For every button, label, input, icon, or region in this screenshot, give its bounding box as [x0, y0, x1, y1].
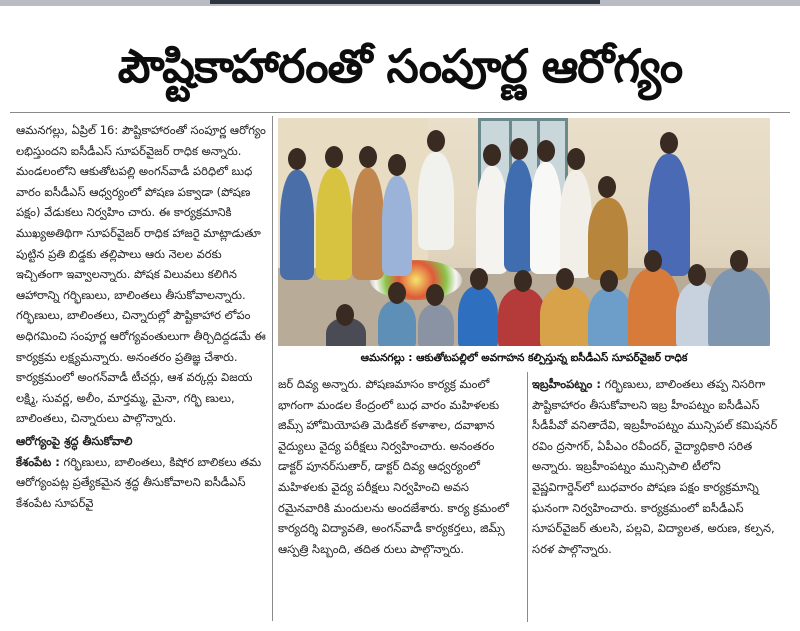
article-column-3: [532, 374, 784, 559]
column-divider-2: [527, 372, 528, 622]
subheading: ఆరోగ్యంపై శ్రద్ధ తీసుకోవాలి: [16, 433, 133, 448]
body-paragraph: జర్ దివ్య అన్నారు. పోషణమాసం కార్యక్ర మంలో భాగంగా మండల కేంద్రంలో బుధ వారం మహిళలకు జిమ్స్ హోమియోపతి మెడికల్ కళాశాల, దవాఖాన వైద్యులు వైద్య పరీక్షలు నిర్వహించారు. అనంతరం డాక్టర్ పూనర్‌సుతార్, డాక్టర్ దివ్య ఆధ్వర్యంలో మహిళలకు వైద్య పరీక్షలు నిర్వహించి అవస రమైనవారికి మందులను అందజేశారు. కార్య క్రమంలో కార్యదర్శి విద్యావతి, అంగన్‌వాడీ కార్యకర్తలు, జిమ్స్ ఆస్పత్రి సిబ్బంది, తదిత రులు పాల్గొన్నారు.: [278, 377, 509, 556]
dateline: ఆమనగల్లు, ఏప్రిల్ 16:: [16, 123, 119, 137]
top-border-accent: [210, 0, 600, 4]
news-photo: [278, 118, 770, 346]
body-paragraph: గర్భిణులు, బాలింతలు తప్ప నిసరిగా పౌష్టికాహారం తీసుకోవాలని ఇబ్ర హీంపట్నం ఐసీడీఎస్ సీడీపీవో వనితాదేవి, ఇబ్రహీంపట్నం మున్సిపల్ కమిషనర్ రవిం ద్రసాగర్, ఏపీఎం రవీందర్, వైద్యాధికారి సరిత అన్నారు. ఇబ్రహీంపట్నం మున్సిపాలి టీలోని వైష్ణవిగార్డెన్‌లో బుధవారం పోషణ పక్షం కార్యక్రమాన్ని ఘనంగా నిర్వహించారు. కార్యక్రమంలో ఐసీడీఎస్ సూపర్‌వైజర్ తులసి, పల్లవి, విద్యాలత, అరుణ, కల్పన, సరళ పాల్గొన్నారు.: [532, 377, 778, 556]
dateline: ఇబ్రహీంపట్నం :: [532, 377, 601, 391]
body-paragraph: పౌష్టికాహారంతో సంపూర్ణ ఆరోగ్యం లభిస్తుందని ఐసీడీఎస్ సూపర్‌వైజర్ రాధిక అన్నారు. మండలంలోని ఆకుతోటపల్లి అంగన్‌వాడీ పరిధిలో బుధ వారం ఐసీడీఎస్ ఆధ్వర్యంలో పోషణ పక్వాడా (పోషణ పక్షం) వేడుకలు నిర్వహిం చారు. ఈ కార్యక్రమానికి ముఖ్యఅతిథిగా సూపర్‌వైజర్ రాధిక హాజరై మాట్లాడుతూ పుట్టిన ప్రతి బిడ్డకు తల్లిపాలు ఆరు నెలల వరకు ఇచ్చితంగా ఇవ్వాలన్నారు. పోషక విలువలు కలిగిన ఆహారాన్ని గర్భిణులు, బాలింతలు తీసుకోవాలన్నారు. గర్భిణులు, బాలింతలు, చిన్నారుల్లో పౌష్టికాహార లోపం అధిగమించి సంపూర్ణ ఆరోగ్యవంతులుగా తీర్చిదిద్దడమే ఈ కార్యక్రమ లక్ష్యమన్నారు. అనంతరం ప్రతిజ్ఞ చేశారు. కార్యక్రమంలో అంగన్‌వాడీ టీచర్లు, ఆశ వర్కర్లు విజయ లక్ష్మి, సువర్ణ, అలీం, మార్తమ్మ, మైనా, గర్భి ణులు, బాలింతలు, చిన్నారులు పాల్గొన్నారు.: [16, 123, 266, 426]
column-divider-1: [272, 116, 273, 621]
headline-divider: [10, 112, 790, 113]
body-paragraph: గర్భిణులు, బాలింతలు, కిషోర బాలికలు తమ ఆరోగ్యంపట్ల ప్రత్యేకమైన శ్రద్ధ తీసుకోవాలని ఐసీడీఎస్ కేశంపేట సూపర్‌వై: [16, 454, 262, 510]
headline: పౌష్టికాహారంతో సంపూర్ణ ఆరోగ్యం: [117, 39, 683, 93]
photo-caption: ఆమనగల్లు : ఆకుతోటపల్లిలో అవగాహన కల్పిస్తున్న ఐసీడీఎస్ సూపర్‌వైజర్ రాధిక: [360, 352, 688, 364]
article-column-1: [16, 120, 268, 513]
dateline: కేశంపేట :: [16, 454, 60, 469]
article-column-2: [278, 374, 522, 559]
